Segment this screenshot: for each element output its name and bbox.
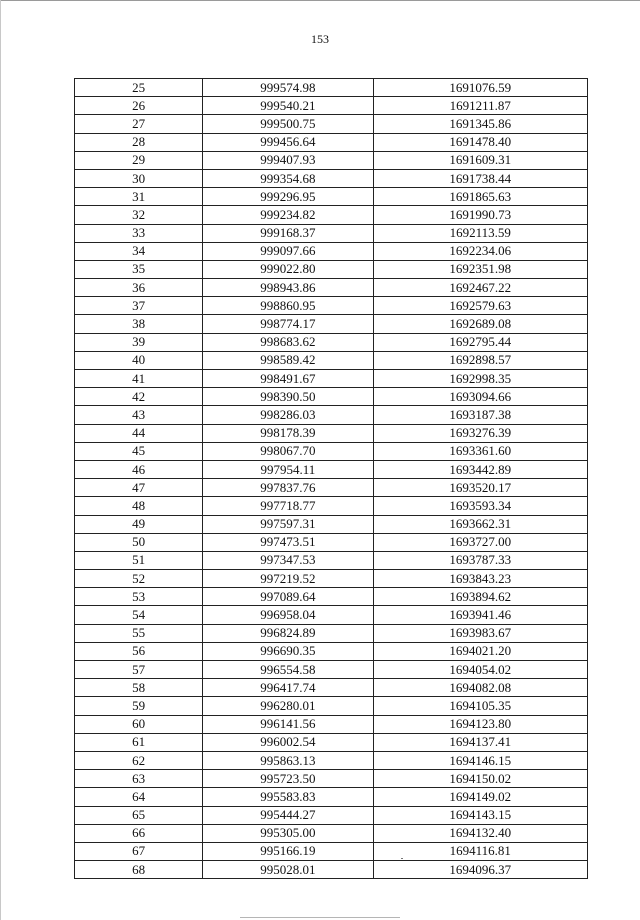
x-coordinate-cell: 997089.64 — [203, 588, 373, 606]
y-coordinate-cell: 1691076.59 — [373, 79, 587, 97]
point-number-cell: 41 — [75, 370, 203, 388]
point-number-cell: 63 — [75, 770, 203, 788]
y-coordinate-cell: 1693442.89 — [373, 460, 587, 478]
x-coordinate-cell: 996690.35 — [203, 642, 373, 660]
table-row — [75, 733, 588, 751]
table-row — [75, 533, 588, 551]
y-coordinate-cell: 1694146.15 — [373, 751, 587, 769]
point-number-cell: 40 — [75, 351, 203, 369]
point-number-cell: 45 — [75, 442, 203, 460]
table-row — [75, 79, 588, 97]
table-row — [75, 351, 588, 369]
x-coordinate-cell: 998390.50 — [203, 388, 373, 406]
point-number-cell: 46 — [75, 460, 203, 478]
y-coordinate-cell: 1691609.31 — [373, 151, 587, 169]
table-row — [75, 679, 588, 697]
x-coordinate-cell: 999234.82 — [203, 206, 373, 224]
y-coordinate-cell: 1693787.33 — [373, 551, 587, 569]
x-coordinate-cell: 998178.39 — [203, 424, 373, 442]
x-coordinate-cell: 998860.95 — [203, 297, 373, 315]
point-number-cell: 29 — [75, 151, 203, 169]
y-coordinate-cell: 1694021.20 — [373, 642, 587, 660]
table-row — [75, 151, 588, 169]
y-coordinate-cell: 1694149.02 — [373, 788, 587, 806]
x-coordinate-cell: 997954.11 — [203, 460, 373, 478]
table-row — [75, 297, 588, 315]
y-coordinate-cell: 1692689.08 — [373, 315, 587, 333]
y-coordinate-cell: 1693593.34 — [373, 497, 587, 515]
x-coordinate-cell: 997837.76 — [203, 479, 373, 497]
y-coordinate-cell: 1692998.35 — [373, 370, 587, 388]
table-row — [75, 551, 588, 569]
x-coordinate-cell: 998683.62 — [203, 333, 373, 351]
point-number-cell: 68 — [75, 861, 203, 879]
table-row — [75, 442, 588, 460]
x-coordinate-cell: 996958.04 — [203, 606, 373, 624]
y-coordinate-cell: 1691345.86 — [373, 115, 587, 133]
x-coordinate-cell: 999500.75 — [203, 115, 373, 133]
y-coordinate-cell: 1693983.67 — [373, 624, 587, 642]
table-row — [75, 388, 588, 406]
table-row — [75, 697, 588, 715]
coordinate-table — [74, 78, 588, 879]
x-coordinate-cell: 999456.64 — [203, 133, 373, 151]
coordinate-table-body — [75, 79, 588, 879]
table-row — [75, 115, 588, 133]
x-coordinate-cell: 998774.17 — [203, 315, 373, 333]
table-row — [75, 497, 588, 515]
table-row — [75, 406, 588, 424]
y-coordinate-cell: 1693662.31 — [373, 515, 587, 533]
point-number-cell: 26 — [75, 97, 203, 115]
table-row — [75, 188, 588, 206]
point-number-cell: 57 — [75, 661, 203, 679]
point-number-cell: 59 — [75, 697, 203, 715]
table-row — [75, 260, 588, 278]
point-number-cell: 48 — [75, 497, 203, 515]
point-number-cell: 43 — [75, 406, 203, 424]
point-number-cell: 30 — [75, 169, 203, 187]
table-row — [75, 715, 588, 733]
table-row — [75, 370, 588, 388]
table-row — [75, 751, 588, 769]
x-coordinate-cell: 996417.74 — [203, 679, 373, 697]
x-coordinate-cell: 999296.95 — [203, 188, 373, 206]
table-row — [75, 842, 588, 860]
point-number-cell: 67 — [75, 842, 203, 860]
x-coordinate-cell: 997718.77 — [203, 497, 373, 515]
point-number-cell: 55 — [75, 624, 203, 642]
table-row — [75, 242, 588, 260]
y-coordinate-cell: 1693520.17 — [373, 479, 587, 497]
table-row — [75, 642, 588, 660]
point-number-cell: 42 — [75, 388, 203, 406]
x-coordinate-cell: 996554.58 — [203, 661, 373, 679]
table-row — [75, 315, 588, 333]
y-coordinate-cell: 1694123.80 — [373, 715, 587, 733]
point-number-cell: 28 — [75, 133, 203, 151]
page-number: 153 — [311, 32, 329, 46]
table-row — [75, 279, 588, 297]
y-coordinate-cell: 1692234.06 — [373, 242, 587, 260]
y-coordinate-cell: 1692351.98 — [373, 260, 587, 278]
y-coordinate-cell: 1692579.63 — [373, 297, 587, 315]
table-row — [75, 624, 588, 642]
table-row — [75, 588, 588, 606]
point-number-cell: 64 — [75, 788, 203, 806]
y-coordinate-cell: 1693187.38 — [373, 406, 587, 424]
point-number-cell: 65 — [75, 806, 203, 824]
x-coordinate-cell: 995166.19 — [203, 842, 373, 860]
table-row — [75, 460, 588, 478]
x-coordinate-cell: 995863.13 — [203, 751, 373, 769]
y-coordinate-cell: 1694105.35 — [373, 697, 587, 715]
point-number-cell: 51 — [75, 551, 203, 569]
scan-speck — [401, 858, 403, 859]
point-number-cell: 44 — [75, 424, 203, 442]
y-coordinate-cell: 1693843.23 — [373, 570, 587, 588]
point-number-cell: 50 — [75, 533, 203, 551]
y-coordinate-cell: 1694132.40 — [373, 824, 587, 842]
x-coordinate-cell: 998286.03 — [203, 406, 373, 424]
scan-bottom-line — [240, 917, 400, 918]
point-number-cell: 49 — [75, 515, 203, 533]
y-coordinate-cell: 1691211.87 — [373, 97, 587, 115]
x-coordinate-cell: 997597.31 — [203, 515, 373, 533]
y-coordinate-cell: 1692898.57 — [373, 351, 587, 369]
x-coordinate-cell: 996002.54 — [203, 733, 373, 751]
x-coordinate-cell: 995444.27 — [203, 806, 373, 824]
x-coordinate-cell: 997347.53 — [203, 551, 373, 569]
y-coordinate-cell: 1691865.63 — [373, 188, 587, 206]
table-row — [75, 861, 588, 879]
point-number-cell: 62 — [75, 751, 203, 769]
table-row — [75, 788, 588, 806]
y-coordinate-cell: 1694054.02 — [373, 661, 587, 679]
y-coordinate-cell: 1693894.62 — [373, 588, 587, 606]
x-coordinate-cell: 998067.70 — [203, 442, 373, 460]
table-row — [75, 133, 588, 151]
point-number-cell: 66 — [75, 824, 203, 842]
y-coordinate-cell: 1694082.08 — [373, 679, 587, 697]
point-number-cell: 38 — [75, 315, 203, 333]
table-row — [75, 570, 588, 588]
x-coordinate-cell: 997473.51 — [203, 533, 373, 551]
table-row — [75, 224, 588, 242]
point-number-cell: 56 — [75, 642, 203, 660]
table-row — [75, 824, 588, 842]
point-number-cell: 35 — [75, 260, 203, 278]
table-row — [75, 169, 588, 187]
x-coordinate-cell: 995305.00 — [203, 824, 373, 842]
x-coordinate-cell: 997219.52 — [203, 570, 373, 588]
point-number-cell: 34 — [75, 242, 203, 260]
table-row — [75, 479, 588, 497]
y-coordinate-cell: 1694116.81 — [373, 842, 587, 860]
x-coordinate-cell: 996141.56 — [203, 715, 373, 733]
table-row — [75, 97, 588, 115]
x-coordinate-cell: 999407.93 — [203, 151, 373, 169]
y-coordinate-cell: 1692795.44 — [373, 333, 587, 351]
point-number-cell: 27 — [75, 115, 203, 133]
x-coordinate-cell: 998491.67 — [203, 370, 373, 388]
y-coordinate-cell: 1693361.60 — [373, 442, 587, 460]
table-row — [75, 606, 588, 624]
x-coordinate-cell: 999097.66 — [203, 242, 373, 260]
y-coordinate-cell: 1694137.41 — [373, 733, 587, 751]
table-row — [75, 661, 588, 679]
y-coordinate-cell: 1694096.37 — [373, 861, 587, 879]
table-row — [75, 515, 588, 533]
x-coordinate-cell: 998589.42 — [203, 351, 373, 369]
point-number-cell: 52 — [75, 570, 203, 588]
table-row — [75, 770, 588, 788]
x-coordinate-cell: 995723.50 — [203, 770, 373, 788]
y-coordinate-cell: 1691478.40 — [373, 133, 587, 151]
y-coordinate-cell: 1691990.73 — [373, 206, 587, 224]
point-number-cell: 54 — [75, 606, 203, 624]
point-number-cell: 47 — [75, 479, 203, 497]
x-coordinate-cell: 996824.89 — [203, 624, 373, 642]
y-coordinate-cell: 1694150.02 — [373, 770, 587, 788]
scan-edge-top — [0, 0, 640, 1]
point-number-cell: 60 — [75, 715, 203, 733]
point-number-cell: 61 — [75, 733, 203, 751]
y-coordinate-cell: 1692467.22 — [373, 279, 587, 297]
y-coordinate-cell: 1694143.15 — [373, 806, 587, 824]
point-number-cell: 36 — [75, 279, 203, 297]
table-row — [75, 424, 588, 442]
point-number-cell: 53 — [75, 588, 203, 606]
table-row — [75, 333, 588, 351]
x-coordinate-cell: 996280.01 — [203, 697, 373, 715]
table-row — [75, 806, 588, 824]
x-coordinate-cell: 999168.37 — [203, 224, 373, 242]
y-coordinate-cell: 1693941.46 — [373, 606, 587, 624]
point-number-cell: 39 — [75, 333, 203, 351]
y-coordinate-cell: 1693094.66 — [373, 388, 587, 406]
x-coordinate-cell: 995583.83 — [203, 788, 373, 806]
y-coordinate-cell: 1692113.59 — [373, 224, 587, 242]
point-number-cell: 32 — [75, 206, 203, 224]
x-coordinate-cell: 995028.01 — [203, 861, 373, 879]
point-number-cell: 25 — [75, 79, 203, 97]
y-coordinate-cell: 1691738.44 — [373, 169, 587, 187]
point-number-cell: 33 — [75, 224, 203, 242]
x-coordinate-cell: 999354.68 — [203, 169, 373, 187]
table-row — [75, 206, 588, 224]
x-coordinate-cell: 999022.80 — [203, 260, 373, 278]
point-number-cell: 58 — [75, 679, 203, 697]
x-coordinate-cell: 999574.98 — [203, 79, 373, 97]
scan-edge-left — [0, 0, 1, 920]
x-coordinate-cell: 998943.86 — [203, 279, 373, 297]
y-coordinate-cell: 1693276.39 — [373, 424, 587, 442]
point-number-cell: 37 — [75, 297, 203, 315]
point-number-cell: 31 — [75, 188, 203, 206]
x-coordinate-cell: 999540.21 — [203, 97, 373, 115]
y-coordinate-cell: 1693727.00 — [373, 533, 587, 551]
